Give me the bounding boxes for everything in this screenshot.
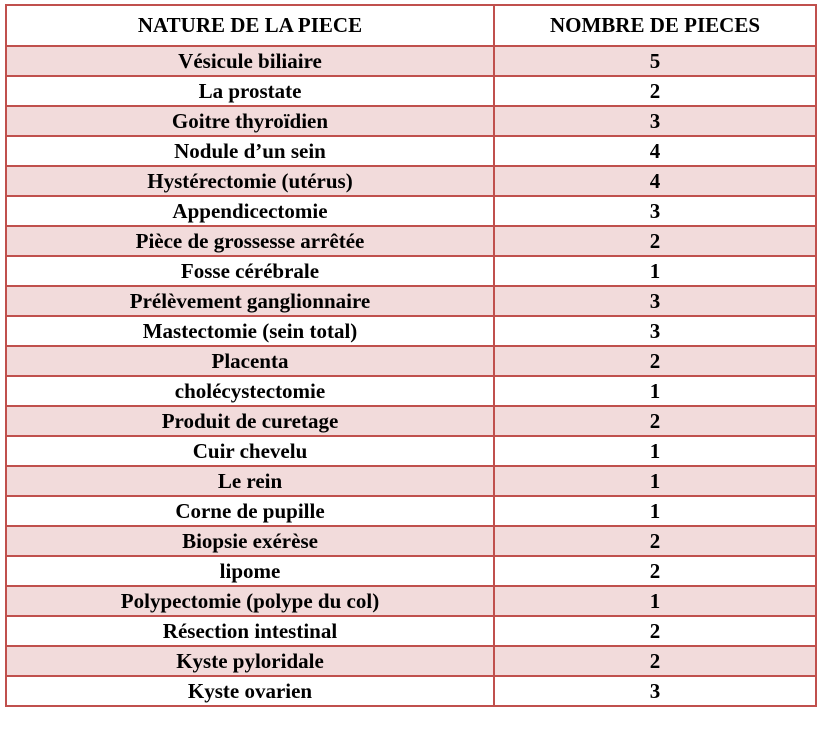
cell-count: 2 — [494, 226, 816, 256]
cell-count: 3 — [494, 676, 816, 706]
cell-nature: Mastectomie (sein total) — [6, 316, 494, 346]
table-row — [6, 526, 816, 556]
cell-count: 4 — [494, 166, 816, 196]
cell-nature: Polypectomie (polype du col) — [6, 586, 494, 616]
specimen-table — [5, 4, 817, 707]
cell-count: 4 — [494, 136, 816, 166]
table-row — [6, 376, 816, 406]
cell-count: 3 — [494, 106, 816, 136]
table-row — [6, 316, 816, 346]
cell-nature: Biopsie exérèse — [6, 526, 494, 556]
table-row — [6, 166, 816, 196]
table-row — [6, 136, 816, 166]
cell-nature: Fosse cérébrale — [6, 256, 494, 286]
table-row — [6, 346, 816, 376]
cell-count: 2 — [494, 76, 816, 106]
header-nature: NATURE DE LA PIECE — [6, 5, 494, 46]
cell-count: 1 — [494, 256, 816, 286]
cell-count: 2 — [494, 646, 816, 676]
cell-nature: Kyste pyloridale — [6, 646, 494, 676]
table-row — [6, 256, 816, 286]
cell-nature: Appendicectomie — [6, 196, 494, 226]
cell-count: 3 — [494, 316, 816, 346]
cell-nature: Cuir chevelu — [6, 436, 494, 466]
header-count: NOMBRE DE PIECES — [494, 5, 816, 46]
cell-count: 3 — [494, 286, 816, 316]
cell-nature: Résection intestinal — [6, 616, 494, 646]
cell-count: 2 — [494, 526, 816, 556]
table-row — [6, 496, 816, 526]
cell-nature: Kyste ovarien — [6, 676, 494, 706]
cell-nature: lipome — [6, 556, 494, 586]
table-row — [6, 616, 816, 646]
cell-count: 1 — [494, 496, 816, 526]
cell-nature: Goitre thyroïdien — [6, 106, 494, 136]
table-row — [6, 436, 816, 466]
table-row — [6, 286, 816, 316]
cell-nature: Prélèvement ganglionnaire — [6, 286, 494, 316]
cell-nature: Corne de pupille — [6, 496, 494, 526]
cell-nature: Hystérectomie (utérus) — [6, 166, 494, 196]
table-row — [6, 586, 816, 616]
table-header-row — [6, 5, 816, 46]
cell-nature: cholécystectomie — [6, 376, 494, 406]
cell-count: 2 — [494, 616, 816, 646]
cell-count: 3 — [494, 196, 816, 226]
cell-nature: Pièce de grossesse arrêtée — [6, 226, 494, 256]
table-row — [6, 106, 816, 136]
table-row — [6, 226, 816, 256]
cell-count: 5 — [494, 46, 816, 76]
table-row — [6, 406, 816, 436]
table-row — [6, 196, 816, 226]
cell-count: 2 — [494, 406, 816, 436]
table-row — [6, 46, 816, 76]
table-row — [6, 556, 816, 586]
table-row — [6, 466, 816, 496]
specimen-table-container — [5, 4, 815, 707]
cell-count: 2 — [494, 556, 816, 586]
cell-nature: Placenta — [6, 346, 494, 376]
cell-count: 2 — [494, 346, 816, 376]
cell-nature: Le rein — [6, 466, 494, 496]
cell-count: 1 — [494, 466, 816, 496]
cell-nature: Nodule d’un sein — [6, 136, 494, 166]
table-row — [6, 646, 816, 676]
cell-nature: Vésicule biliaire — [6, 46, 494, 76]
cell-count: 1 — [494, 376, 816, 406]
cell-nature: Produit de curetage — [6, 406, 494, 436]
cell-nature: La prostate — [6, 76, 494, 106]
table-row — [6, 76, 816, 106]
table-row — [6, 676, 816, 706]
cell-count: 1 — [494, 436, 816, 466]
cell-count: 1 — [494, 586, 816, 616]
